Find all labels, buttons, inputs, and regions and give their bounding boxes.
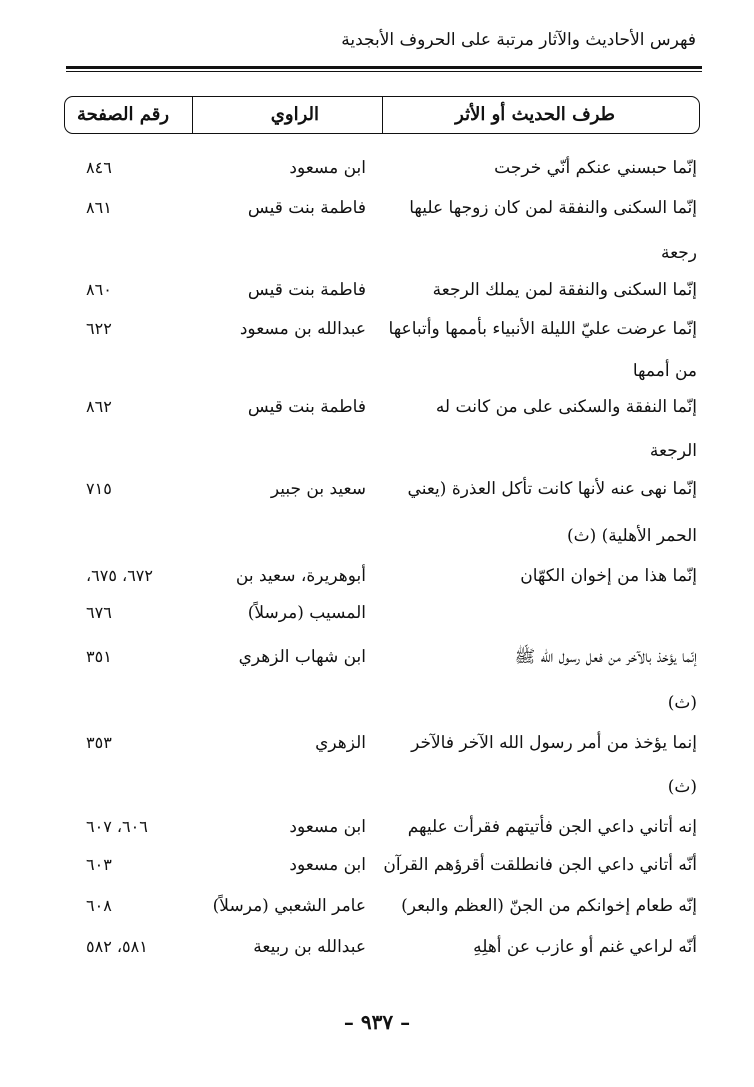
- column-header-page: رقم الصفحة: [77, 104, 170, 125]
- hadith-text: الرجعة: [649, 441, 697, 461]
- page-number: ٦٠٨: [86, 896, 112, 915]
- hadith-text: (ث): [667, 777, 697, 797]
- column-header-hadith: طرف الحديث أو الأثر: [455, 104, 615, 125]
- narrator-text: ابن شهاب الزهري: [238, 647, 366, 667]
- page-number: ٦٠٣: [86, 855, 112, 874]
- hadith-text: من أممها: [632, 361, 697, 381]
- narrator-text: فاطمة بنت قيس: [247, 198, 366, 218]
- page-number: ٦٧٦: [86, 603, 112, 622]
- hadith-text: إنّما النفقة والسكنى على من كانت له: [435, 397, 697, 417]
- hadith-text: إنّما هذا من إخوان الكهّان: [520, 566, 697, 586]
- hadith-text: إنّما السكنى والنفقة لمن يملك الرجعة: [432, 280, 697, 300]
- page-number: ٦٢٢: [86, 319, 112, 338]
- hadith-text: إنّما السكنى والنفقة لمن كان زوجها عليها: [409, 198, 697, 218]
- narrator-text: فاطمة بنت قيس: [247, 397, 366, 417]
- page-number: ٨٦٠: [86, 280, 112, 299]
- page-number: ٣٥١: [86, 647, 112, 666]
- page-number: ٨٦١: [86, 198, 112, 217]
- page-number: ٣٥٣: [86, 733, 112, 752]
- column-header-narrator: الراوي: [270, 104, 319, 125]
- narrator-text: أبوهريرة، سعيد بن: [235, 566, 366, 586]
- narrator-text: سعيد بن جبير: [270, 479, 366, 499]
- hadith-text: إنّما يؤخذ بالآخر من فعل رسول الله ﷺ: [514, 647, 697, 667]
- page-number: ٦٠٦، ٦٠٧: [86, 817, 148, 836]
- page-number: ٥٨١، ٥٨٢: [86, 937, 148, 956]
- page-number: ٨٦٢: [86, 397, 112, 416]
- hadith-text: أنّه أتاني داعي الجن فانطلقت أقرؤهم القرآن: [383, 855, 697, 875]
- running-head: فهرس الأحاديث والآثار مرتبة على الحروف الأبجدية: [341, 30, 696, 50]
- page-number: ٧١٥: [86, 479, 112, 498]
- narrator-text: المسيب (مرسلاً): [247, 603, 366, 623]
- narrator-text: ابن مسعود: [289, 158, 366, 178]
- hadith-text: (ث): [667, 693, 697, 713]
- narrator-text: عبدالله بن مسعود: [239, 319, 366, 339]
- hadith-text: الحمر الأهلية) (ث): [566, 526, 697, 546]
- hadith-text: إنّما عرضت عليّ الليلة الأنبياء بأممها وأتباعها: [388, 319, 697, 339]
- hadith-text: رجعة: [660, 243, 697, 263]
- page-number: ٨٤٦: [86, 158, 112, 177]
- hadith-text: إنّما حبسني عنكم أنّي خرجت: [494, 158, 697, 178]
- page-folio: – ٩٣٧ –: [343, 1010, 411, 1034]
- narrator-text: ابن مسعود: [289, 817, 366, 837]
- narrator-text: ابن مسعود: [289, 855, 366, 875]
- hadith-text: إنّما نهى عنه لأنها كانت تأكل العذرة (يعني: [407, 479, 697, 499]
- hadith-text: إنه أتاني داعي الجن فأتيتهم فقرأت عليهم: [407, 817, 697, 837]
- narrator-text: عبدالله بن ربيعة: [253, 937, 366, 957]
- hadith-text: إنما يؤخذ من أمر رسول الله الآخر فالآخر: [411, 733, 697, 753]
- narrator-text: الزهري: [315, 733, 366, 753]
- page-number: ٦٧٢، ٦٧٥،: [86, 566, 153, 585]
- narrator-text: عامر الشعبي (مرسلاً): [212, 896, 366, 916]
- narrator-text: فاطمة بنت قيس: [247, 280, 366, 300]
- hadith-text: أنّه لراعي غنم أو عازب عن أهلِهِ: [473, 937, 697, 957]
- hadith-text: إنّه طعام إخوانكم من الجنّ (العظم والبعر): [401, 896, 697, 916]
